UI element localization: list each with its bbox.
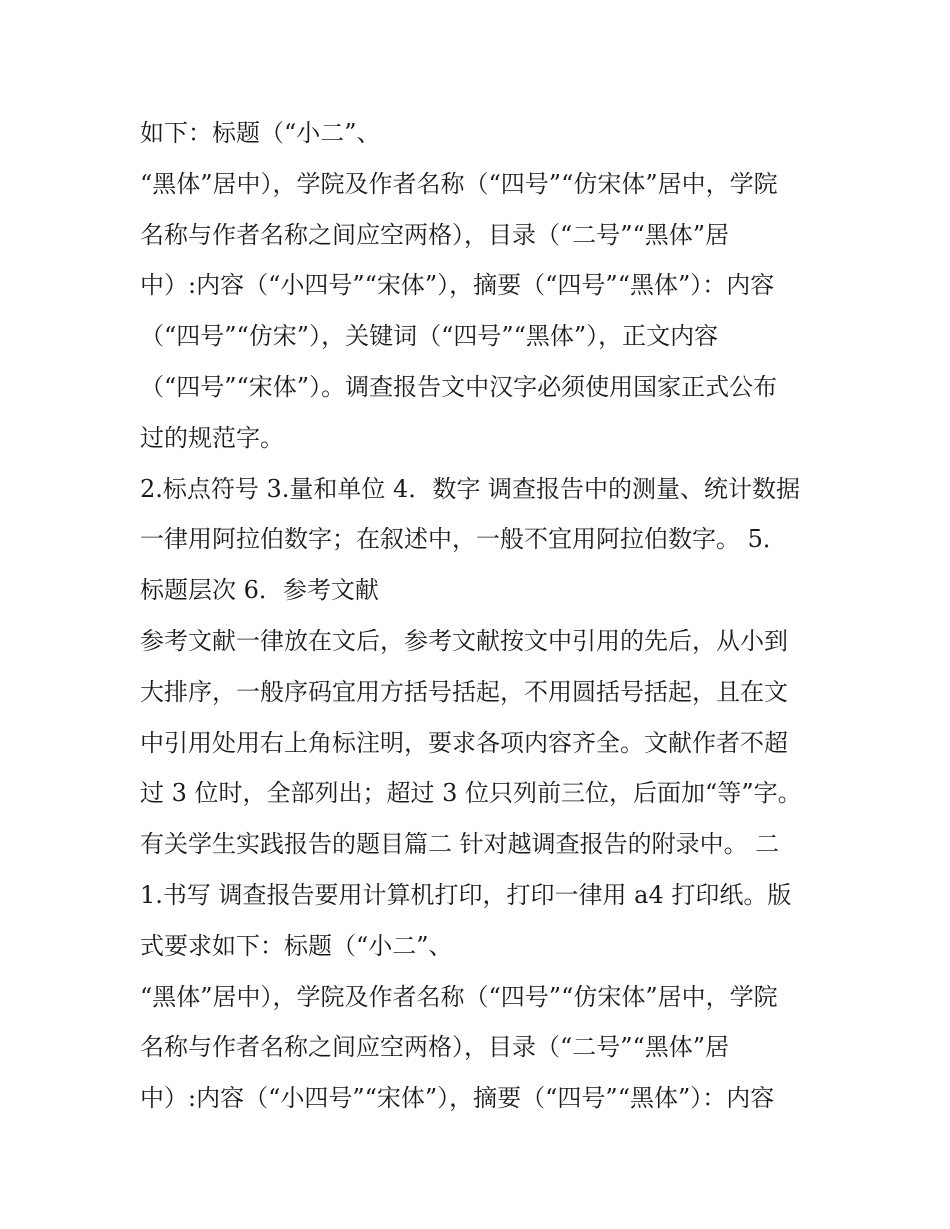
text-line: 如下：标题（“小二”、 [140, 119, 381, 147]
text-line: 标题层次 6．参考文献 [140, 576, 379, 605]
text-line: 名称与作者名称之间应空两格），目录（“二号”“黑体”居 [140, 220, 730, 249]
text-line: 大排序，一般序码宜用方括号括起，不用圆括号括起，且在文 [140, 677, 788, 706]
text-line: 过 3 位时，全部列出；超过 3 位只列前三位，后面加“等”字。 [140, 779, 802, 808]
text-line: 一律用阿拉伯数字；在叙述中，一般不宜用阿拉伯数字。 5． [140, 525, 787, 554]
text-line: 有关学生实践报告的题目篇二 针对越调查报告的附录中。 二 [140, 830, 780, 859]
text-line: 式要求如下：标题（“小二”、 [140, 931, 453, 960]
text-line: “黑体”居中），学院及作者名称（“四号”“仿宋体”居中，学院 [140, 169, 778, 198]
text-line: 过的规范字。 [140, 423, 284, 452]
text-line: 1.书写 调查报告要用计算机打印，打印一律用 a4 打印纸。版 [140, 880, 792, 909]
text-line: 参考文献一律放在文后，参考文献按文中引用的先后，从小到 [140, 626, 788, 655]
body-text [140, 108, 820, 1124]
text-line: （“四号”“仿宋”），关键词（“四号”“黑体”），正文内容 [140, 322, 719, 351]
text-line: “黑体”居中），学院及作者名称（“四号”“仿宋体”居中，学院 [140, 982, 778, 1011]
text-line: （“四号”“宋体”）。调查报告文中汉字必须使用国家正式公布 [140, 372, 778, 401]
text-line: 中）:内容（“小四号”“宋体”），摘要（“四号”“黑体”）：内容 [140, 1084, 775, 1113]
text-line: 名称与作者名称之间应空两格），目录（“二号”“黑体”居 [140, 1033, 730, 1062]
text-line: 2.标点符号 3.量和单位 4．数字 调查报告中的测量、统计数据 [140, 474, 800, 503]
text-line: 中）:内容（“小四号”“宋体”），摘要（“四号”“黑体”）：内容 [140, 271, 775, 300]
text-line: 中引用处用右上角标注明，要求各项内容齐全。文献作者不超 [140, 728, 788, 757]
